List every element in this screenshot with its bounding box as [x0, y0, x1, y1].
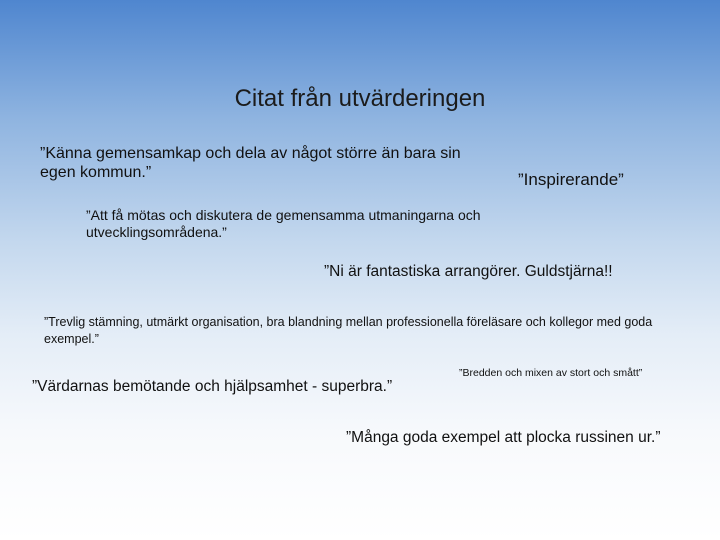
quote-meeting-discussion: ”Att få mötas och diskutera de gemensamma utmaningarna och utvecklingsområdena.”	[86, 207, 481, 240]
quote-inspiring: ”Inspirerande”	[518, 170, 624, 189]
quote-community: ”Känna gemensamkap och dela av något större än bara sin egen kommun.”	[40, 145, 461, 181]
quote-breadth-and-mix: ”Bredden och mixen av stort och smått”	[459, 367, 643, 379]
quote-good-examples: ”Många goda exempel att plocka russinen ur.”	[346, 429, 661, 446]
quote-hosts-helpfulness: ”Värdarnas bemötande och hjälpsamhet - superbra.”	[32, 378, 393, 395]
slide-title: Citat från utvärderingen	[234, 85, 486, 112]
quote-pleasant-atmosphere: ”Trevlig stämning, utmärkt organisation, bra blandning mellan professionella föreläsare och kollegor med goda exempel.”	[44, 315, 653, 346]
quote-fantastic-organizers: ”Ni är fantastiska arrangörer. Guldstjärna!!	[324, 263, 613, 280]
